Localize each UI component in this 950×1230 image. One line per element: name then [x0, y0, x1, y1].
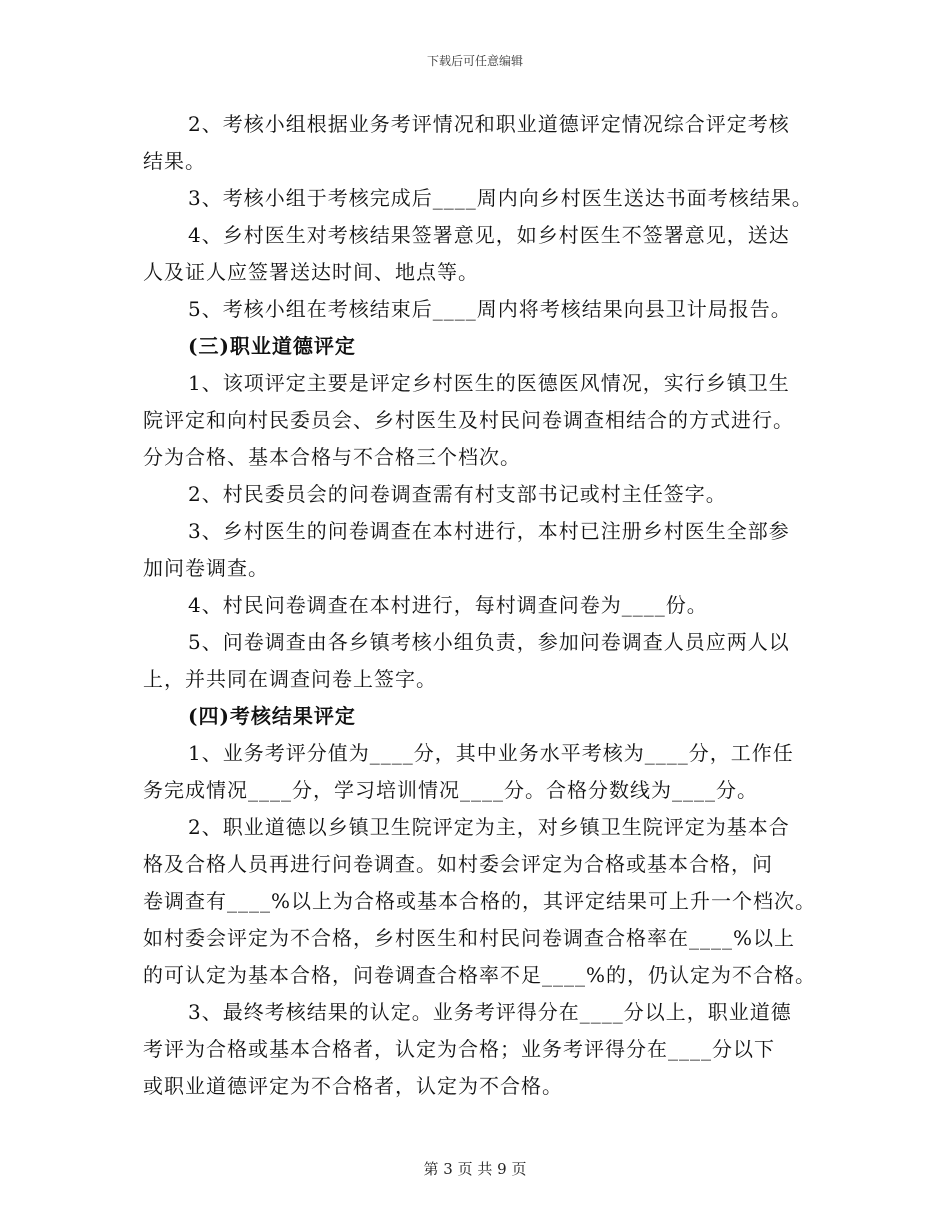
text-line: 1、该项评定主要是评定乡村医生的医德医风情况，实行乡镇卫生 [188, 371, 790, 395]
text-line: (四)考核结果评定 [188, 704, 356, 728]
text-line: 5、考核小组在考核结束后____周内将考核结果向县卫计局报告。 [188, 297, 792, 321]
text-line: 3、最终考核结果的认定。业务考评得分在____分以上，职业道德 [188, 1000, 792, 1024]
text-line: 上，并共同在调查问卷上签字。 [143, 667, 437, 691]
document-body [143, 106, 823, 1105]
body-paragraph [143, 735, 823, 809]
body-paragraph [143, 809, 823, 994]
page-footer: 第 3 页 共 9 页 [423, 1160, 527, 1178]
text-line: 1、业务考评分值为____分，其中业务水平考核为____分，工作任 [188, 741, 794, 765]
body-paragraph [143, 994, 823, 1105]
text-line: 考评为合格或基本合格者，认定为合格；业务考评得分在____分以下 [143, 1037, 775, 1061]
text-line: 2、村民委员会的问卷调查需有村支部书记或村主任签字。 [188, 482, 727, 506]
body-paragraph [143, 217, 823, 291]
text-line: 人及证人应签署送达时间、地点等。 [143, 260, 479, 284]
body-paragraph [143, 476, 823, 513]
section-heading [143, 328, 823, 365]
body-paragraph [143, 291, 823, 328]
text-line: 分为合格、基本合格与不合格三个档次。 [143, 445, 521, 469]
body-paragraph [143, 106, 823, 180]
body-paragraph [143, 587, 823, 624]
text-line: 加问卷调查。 [143, 556, 269, 580]
text-line: 2、考核小组根据业务考评情况和职业道德评定情况综合评定考核 [188, 112, 790, 136]
text-line: 4、乡村医生对考核结果签署意见，如乡村医生不签署意见，送达 [188, 223, 790, 247]
body-paragraph [143, 513, 823, 587]
body-paragraph [143, 180, 823, 217]
text-line: 的可认定为基本合格，问卷调查合格率不足____%的，仍认定为不合格。 [143, 963, 817, 987]
text-line: 如村委会评定为不合格，乡村医生和村民问卷调查合格率在____%以上 [143, 926, 796, 950]
text-line: 4、村民问卷调查在本村进行，每村调查问卷为____份。 [188, 593, 708, 617]
text-line: 3、乡村医生的问卷调查在本村进行，本村已注册乡村医生全部参 [188, 519, 790, 543]
body-paragraph [143, 365, 823, 476]
text-line: 或职业道德评定为不合格者，认定为不合格。 [143, 1074, 563, 1098]
body-paragraph [143, 624, 823, 698]
section-heading [143, 698, 823, 735]
text-line: 格及合格人员再进行问卷调查。如村委会评定为合格或基本合格，问 [143, 852, 773, 876]
text-line: 务完成情况____分，学习培训情况____分。合格分数线为____分。 [143, 778, 758, 802]
text-line: 5、问卷调查由各乡镇考核小组负责，参加问卷调查人员应两人以 [188, 630, 790, 654]
page-header: 下载后可任意编辑 [426, 54, 523, 68]
text-line: (三)职业道德评定 [188, 334, 356, 358]
text-line: 2、职业道德以乡镇卫生院评定为主，对乡镇卫生院评定为基本合 [188, 815, 790, 839]
text-line: 卷调查有____%以上为合格或基本合格的，其评定结果可上升一个档次。 [143, 889, 817, 913]
text-line: 3、考核小组于考核完成后____周内向乡村医生送达书面考核结果。 [188, 186, 813, 210]
text-line: 院评定和向村民委员会、乡村医生及村民问卷调查相结合的方式进行。 [143, 408, 794, 432]
text-line: 结果。 [143, 149, 206, 173]
